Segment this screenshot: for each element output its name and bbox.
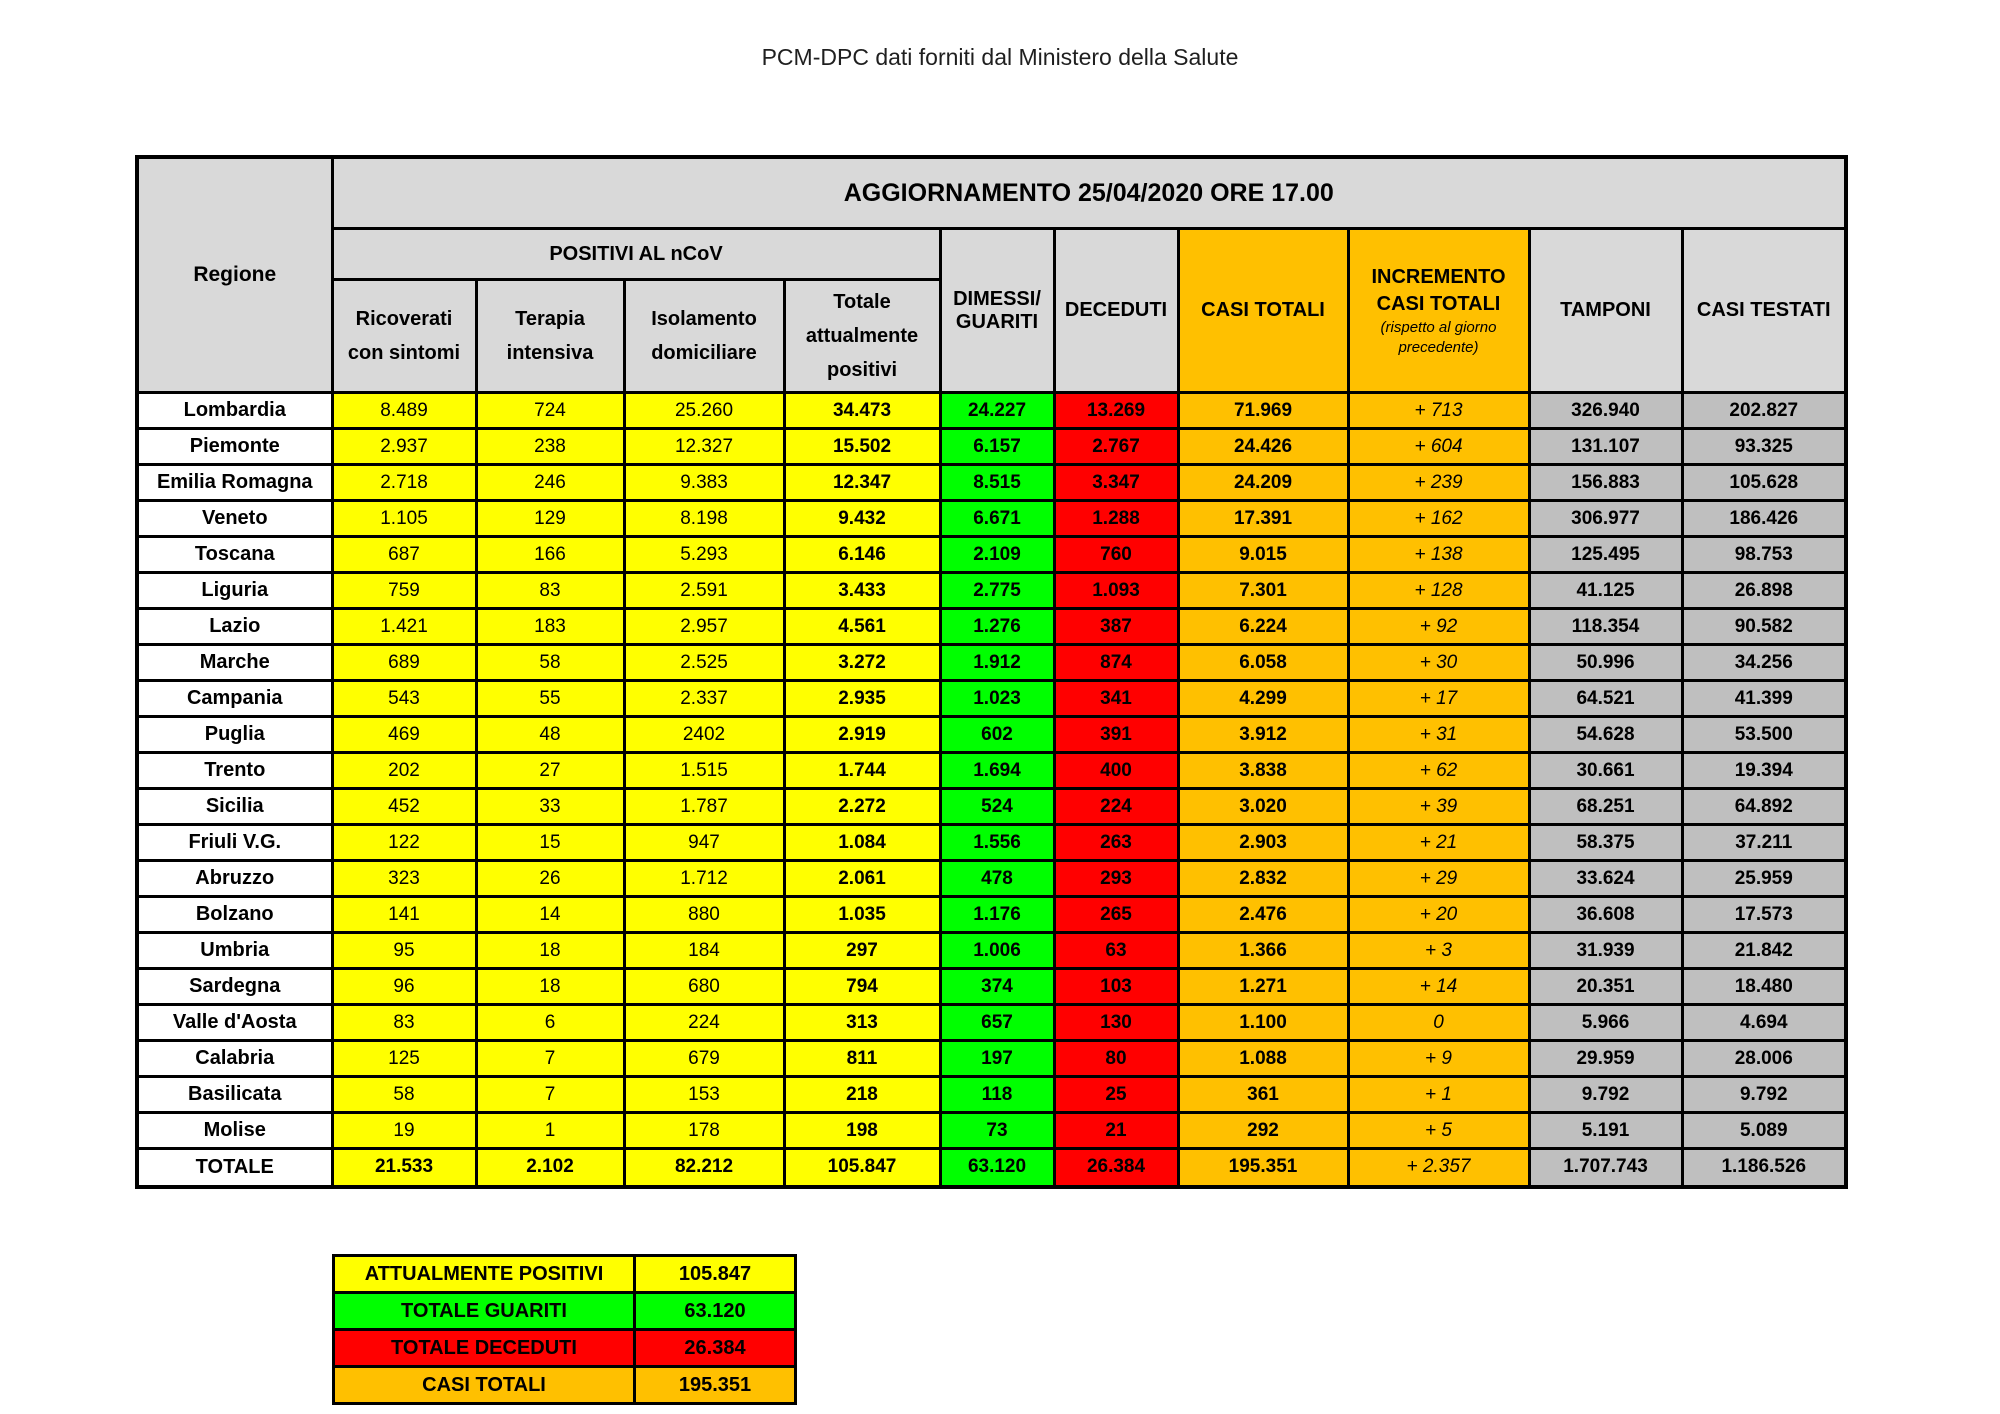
cell-casi-testati: 9.792 [1682,1077,1846,1113]
column-header-totale-positivi: Totale attualmente positivi [784,280,940,393]
cell-guariti: 524 [940,789,1054,825]
cell-deceduti: 391 [1054,717,1178,753]
cell-region: Calabria [137,1041,332,1077]
table-row [137,573,1846,609]
table-row [137,897,1846,933]
table-row [137,789,1846,825]
cell-terapia: 724 [476,393,624,429]
summary-value: 105.847 [635,1256,796,1293]
table-row [137,1077,1846,1113]
cell-incremento: + 20 [1348,897,1529,933]
cell-totale-positivi: 1.744 [784,753,940,789]
cell-incremento: + 14 [1348,969,1529,1005]
summary-label: ATTUALMENTE POSITIVI [334,1256,635,1293]
cell-terapia: 6 [476,1005,624,1041]
cell-totale-positivi: 6.146 [784,537,940,573]
cell-terapia: 1 [476,1113,624,1149]
cell-isolamento: 25.260 [624,393,784,429]
cell-region: Piemonte [137,429,332,465]
cell-casi-testati: 202.827 [1682,393,1846,429]
cell-totale-positivi: 794 [784,969,940,1005]
cell-terapia: 14 [476,897,624,933]
cell-casi-testati: 41.399 [1682,681,1846,717]
cell-deceduti: 21 [1054,1113,1178,1149]
summary-label: TOTALE GUARITI [334,1293,635,1330]
cell-ricoverati: 452 [332,789,476,825]
cell-casi-testati: 26.898 [1682,573,1846,609]
cell-casi-testati: 4.694 [1682,1005,1846,1041]
cell-tamponi: 118.354 [1529,609,1682,645]
cell-ricoverati: 469 [332,717,476,753]
table-row [137,969,1846,1005]
header-row-update [137,157,1846,229]
cell-ricoverati: 125 [332,1041,476,1077]
cell-terapia: 83 [476,573,624,609]
cell-terapia: 246 [476,465,624,501]
cell-casi-totali: 361 [1178,1077,1348,1113]
cell-isolamento: 5.293 [624,537,784,573]
cell-region: Sicilia [137,789,332,825]
cell-ricoverati: 122 [332,825,476,861]
table-body [137,393,1846,1187]
table-header [137,157,1846,393]
cell-totale-positivi: 811 [784,1041,940,1077]
cell-deceduti: 400 [1054,753,1178,789]
cell-ricoverati: 21.533 [332,1149,476,1187]
cell-casi-testati: 105.628 [1682,465,1846,501]
cell-totale-positivi: 9.432 [784,501,940,537]
cell-guariti: 24.227 [940,393,1054,429]
summary-value: 26.384 [635,1330,796,1367]
table-row [137,1041,1846,1077]
table-row [137,501,1846,537]
table-row [137,933,1846,969]
cell-incremento: + 604 [1348,429,1529,465]
column-header-regione: Regione [137,157,332,393]
table-row [137,1113,1846,1149]
column-header-casi-totali: CASI TOTALI [1178,229,1348,393]
cell-casi-testati: 17.573 [1682,897,1846,933]
cell-isolamento: 224 [624,1005,784,1041]
cell-incremento: + 29 [1348,861,1529,897]
cell-terapia: 7 [476,1077,624,1113]
cell-tamponi: 54.628 [1529,717,1682,753]
cell-guariti: 1.006 [940,933,1054,969]
cell-guariti: 478 [940,861,1054,897]
cell-guariti: 6.157 [940,429,1054,465]
cell-isolamento: 2.525 [624,645,784,681]
cell-totale-positivi: 2.061 [784,861,940,897]
table-title-update: AGGIORNAMENTO 25/04/2020 ORE 17.00 [332,157,1846,229]
summary-row-totale-deceduti [334,1330,796,1367]
cell-incremento: + 5 [1348,1113,1529,1149]
cell-incremento: + 17 [1348,681,1529,717]
cell-tamponi: 29.959 [1529,1041,1682,1077]
column-header-incremento [1348,229,1529,393]
cell-ricoverati: 543 [332,681,476,717]
cell-isolamento: 947 [624,825,784,861]
cell-terapia: 33 [476,789,624,825]
cell-ricoverati: 687 [332,537,476,573]
cell-terapia: 27 [476,753,624,789]
cell-deceduti: 293 [1054,861,1178,897]
cell-isolamento: 2402 [624,717,784,753]
cell-totale-positivi: 313 [784,1005,940,1041]
table-row [137,717,1846,753]
cell-casi-testati: 25.959 [1682,861,1846,897]
cell-incremento: + 128 [1348,573,1529,609]
cell-incremento: + 239 [1348,465,1529,501]
covid-regional-table [135,155,1848,1189]
cell-isolamento: 153 [624,1077,784,1113]
cell-region: Toscana [137,537,332,573]
cell-tamponi: 68.251 [1529,789,1682,825]
summary-row-attualmente-positivi [334,1256,796,1293]
cell-tamponi: 58.375 [1529,825,1682,861]
cell-casi-totali: 2.476 [1178,897,1348,933]
summary-row-totale-guariti [334,1293,796,1330]
cell-terapia: 183 [476,609,624,645]
cell-region: Veneto [137,501,332,537]
cell-terapia: 129 [476,501,624,537]
cell-deceduti: 1.288 [1054,501,1178,537]
cell-totale-positivi: 3.433 [784,573,940,609]
cell-isolamento: 2.957 [624,609,784,645]
cell-terapia: 18 [476,969,624,1005]
cell-deceduti: 874 [1054,645,1178,681]
table-row [137,753,1846,789]
cell-incremento: + 3 [1348,933,1529,969]
table-row [137,861,1846,897]
cell-totale-positivi: 15.502 [784,429,940,465]
table-row [137,429,1846,465]
cell-deceduti: 387 [1054,609,1178,645]
cell-region: Sardegna [137,969,332,1005]
cell-terapia: 58 [476,645,624,681]
cell-casi-testati: 21.842 [1682,933,1846,969]
cell-incremento: + 713 [1348,393,1529,429]
cell-terapia: 26 [476,861,624,897]
cell-region: Bolzano [137,897,332,933]
cell-casi-totali: 2.903 [1178,825,1348,861]
cell-isolamento: 9.383 [624,465,784,501]
cell-ricoverati: 2.718 [332,465,476,501]
cell-incremento: + 9 [1348,1041,1529,1077]
cell-guariti: 2.109 [940,537,1054,573]
cell-guariti: 118 [940,1077,1054,1113]
cell-region: Trento [137,753,332,789]
header-row-groups [137,229,1846,280]
cell-casi-totali: 1.100 [1178,1005,1348,1041]
cell-guariti: 197 [940,1041,1054,1077]
cell-totale-positivi: 2.272 [784,789,940,825]
table-row [137,645,1846,681]
cell-isolamento: 178 [624,1113,784,1149]
cell-tamponi: 36.608 [1529,897,1682,933]
cell-casi-totali: 3.020 [1178,789,1348,825]
cell-casi-totali: 71.969 [1178,393,1348,429]
cell-casi-totali: 7.301 [1178,573,1348,609]
cell-casi-totali: 195.351 [1178,1149,1348,1187]
cell-casi-totali: 1.271 [1178,969,1348,1005]
cell-totale-positivi: 4.561 [784,609,940,645]
cell-totale-positivi: 1.035 [784,897,940,933]
cell-casi-totali: 6.224 [1178,609,1348,645]
cell-ricoverati: 83 [332,1005,476,1041]
cell-ricoverati: 759 [332,573,476,609]
cell-region: Liguria [137,573,332,609]
cell-guariti: 2.775 [940,573,1054,609]
cell-ricoverati: 202 [332,753,476,789]
summary-label: CASI TOTALI [334,1367,635,1404]
cell-region: Campania [137,681,332,717]
cell-region: Valle d'Aosta [137,1005,332,1041]
cell-isolamento: 1.515 [624,753,784,789]
cell-isolamento: 1.712 [624,861,784,897]
cell-deceduti: 130 [1054,1005,1178,1041]
cell-casi-totali: 24.426 [1178,429,1348,465]
cell-casi-testati: 28.006 [1682,1041,1846,1077]
cell-totale-positivi: 34.473 [784,393,940,429]
cell-region: Abruzzo [137,861,332,897]
cell-tamponi: 9.792 [1529,1077,1682,1113]
cell-casi-totali: 9.015 [1178,537,1348,573]
incremento-note: (rispetto al giorno precedente) [1380,319,1497,356]
cell-guariti: 657 [940,1005,1054,1041]
cell-casi-testati: 186.426 [1682,501,1846,537]
cell-incremento: + 21 [1348,825,1529,861]
cell-tamponi: 156.883 [1529,465,1682,501]
cell-terapia: 7 [476,1041,624,1077]
cell-terapia: 48 [476,717,624,753]
cell-ricoverati: 58 [332,1077,476,1113]
cell-casi-totali: 6.058 [1178,645,1348,681]
cell-ricoverati: 141 [332,897,476,933]
cell-tamponi: 5.966 [1529,1005,1682,1041]
cell-ricoverati: 1.421 [332,609,476,645]
cell-incremento: + 39 [1348,789,1529,825]
cell-isolamento: 2.591 [624,573,784,609]
cell-tamponi: 1.707.743 [1529,1149,1682,1187]
cell-region: Puglia [137,717,332,753]
cell-deceduti: 760 [1054,537,1178,573]
table-row [137,609,1846,645]
cell-guariti: 1.023 [940,681,1054,717]
cell-deceduti: 3.347 [1054,465,1178,501]
column-header-casi-testati: CASI TESTATI [1682,229,1846,393]
cell-tamponi: 326.940 [1529,393,1682,429]
cell-casi-totali: 1.366 [1178,933,1348,969]
cell-tamponi: 125.495 [1529,537,1682,573]
cell-region: Umbria [137,933,332,969]
table-row [137,537,1846,573]
cell-casi-totali: 292 [1178,1113,1348,1149]
cell-tamponi: 5.191 [1529,1113,1682,1149]
cell-casi-totali: 4.299 [1178,681,1348,717]
cell-guariti: 1.694 [940,753,1054,789]
cell-tamponi: 33.624 [1529,861,1682,897]
cell-totale-positivi: 3.272 [784,645,940,681]
table-row [137,393,1846,429]
cell-casi-totali: 17.391 [1178,501,1348,537]
column-header-dimessi-guariti: DIMESSI/ GUARITI [940,229,1054,393]
cell-deceduti: 63 [1054,933,1178,969]
cell-tamponi: 31.939 [1529,933,1682,969]
cell-deceduti: 263 [1054,825,1178,861]
cell-casi-testati: 64.892 [1682,789,1846,825]
summary-label: TOTALE DECEDUTI [334,1330,635,1367]
cell-casi-testati: 93.325 [1682,429,1846,465]
cell-guariti: 63.120 [940,1149,1054,1187]
cell-tamponi: 306.977 [1529,501,1682,537]
cell-guariti: 1.556 [940,825,1054,861]
cell-casi-totali: 24.209 [1178,465,1348,501]
cell-ricoverati: 689 [332,645,476,681]
cell-isolamento: 82.212 [624,1149,784,1187]
cell-deceduti: 26.384 [1054,1149,1178,1187]
cell-totale-positivi: 1.084 [784,825,940,861]
column-header-tamponi: TAMPONI [1529,229,1682,393]
cell-casi-testati: 1.186.526 [1682,1149,1846,1187]
cell-terapia: 166 [476,537,624,573]
cell-tamponi: 64.521 [1529,681,1682,717]
cell-deceduti: 341 [1054,681,1178,717]
cell-deceduti: 13.269 [1054,393,1178,429]
cell-region: Lazio [137,609,332,645]
cell-guariti: 8.515 [940,465,1054,501]
cell-totale-positivi: 198 [784,1113,940,1149]
table-row [137,825,1846,861]
cell-region: Friuli V.G. [137,825,332,861]
cell-ricoverati: 19 [332,1113,476,1149]
cell-tamponi: 41.125 [1529,573,1682,609]
cell-guariti: 6.671 [940,501,1054,537]
cell-casi-testati: 19.394 [1682,753,1846,789]
cell-casi-totali: 3.838 [1178,753,1348,789]
cell-isolamento: 680 [624,969,784,1005]
cell-incremento: + 1 [1348,1077,1529,1113]
column-header-isolamento: Isolamento domiciliare [624,280,784,393]
cell-tamponi: 30.661 [1529,753,1682,789]
cell-casi-totali: 3.912 [1178,717,1348,753]
cell-totale-positivi: 218 [784,1077,940,1113]
column-header-terapia-intensiva: Terapia intensiva [476,280,624,393]
cell-deceduti: 224 [1054,789,1178,825]
cell-deceduti: 2.767 [1054,429,1178,465]
table-row [137,465,1846,501]
cell-incremento: 0 [1348,1005,1529,1041]
cell-totale-positivi: 297 [784,933,940,969]
cell-casi-testati: 98.753 [1682,537,1846,573]
cell-tamponi: 50.996 [1529,645,1682,681]
table-row [137,681,1846,717]
cell-isolamento: 2.337 [624,681,784,717]
cell-casi-testati: 18.480 [1682,969,1846,1005]
cell-guariti: 1.276 [940,609,1054,645]
cell-deceduti: 103 [1054,969,1178,1005]
cell-guariti: 1.912 [940,645,1054,681]
cell-terapia: 15 [476,825,624,861]
incremento-label: INCREMENTO CASI TOTALI [1371,266,1506,315]
cell-ricoverati: 95 [332,933,476,969]
cell-incremento: + 92 [1348,609,1529,645]
cell-isolamento: 12.327 [624,429,784,465]
cell-totale-positivi: 2.935 [784,681,940,717]
cell-casi-testati: 34.256 [1682,645,1846,681]
cell-guariti: 1.176 [940,897,1054,933]
table-total-row [137,1149,1846,1187]
cell-incremento: + 30 [1348,645,1529,681]
column-header-ricoverati: Ricoverati con sintomi [332,280,476,393]
summary-table [332,1254,797,1405]
cell-totale-positivi: 105.847 [784,1149,940,1187]
summary-value: 195.351 [635,1367,796,1404]
cell-region: Marche [137,645,332,681]
column-header-deceduti: DECEDUTI [1054,229,1178,393]
column-group-positivi: POSITIVI AL nCoV [332,229,940,280]
cell-incremento: + 62 [1348,753,1529,789]
cell-terapia: 18 [476,933,624,969]
summary-value: 63.120 [635,1293,796,1330]
cell-guariti: 73 [940,1113,1054,1149]
cell-casi-testati: 5.089 [1682,1113,1846,1149]
table-row [137,1005,1846,1041]
cell-incremento: + 31 [1348,717,1529,753]
cell-incremento: + 162 [1348,501,1529,537]
cell-region: Emilia Romagna [137,465,332,501]
cell-casi-totali: 2.832 [1178,861,1348,897]
cell-casi-testati: 90.582 [1682,609,1846,645]
cell-totale-positivi: 12.347 [784,465,940,501]
cell-casi-testati: 37.211 [1682,825,1846,861]
cell-deceduti: 265 [1054,897,1178,933]
cell-isolamento: 880 [624,897,784,933]
cell-region: TOTALE [137,1149,332,1187]
cell-ricoverati: 96 [332,969,476,1005]
cell-casi-totali: 1.088 [1178,1041,1348,1077]
cell-ricoverati: 2.937 [332,429,476,465]
cell-guariti: 602 [940,717,1054,753]
cell-deceduti: 25 [1054,1077,1178,1113]
cell-tamponi: 20.351 [1529,969,1682,1005]
cell-isolamento: 1.787 [624,789,784,825]
cell-region: Molise [137,1113,332,1149]
cell-casi-testati: 53.500 [1682,717,1846,753]
cell-terapia: 2.102 [476,1149,624,1187]
cell-deceduti: 80 [1054,1041,1178,1077]
cell-region: Basilicata [137,1077,332,1113]
cell-tamponi: 131.107 [1529,429,1682,465]
cell-isolamento: 679 [624,1041,784,1077]
cell-totale-positivi: 2.919 [784,717,940,753]
cell-isolamento: 8.198 [624,501,784,537]
cell-terapia: 55 [476,681,624,717]
cell-ricoverati: 323 [332,861,476,897]
cell-guariti: 374 [940,969,1054,1005]
cell-ricoverati: 1.105 [332,501,476,537]
cell-incremento: + 2.357 [1348,1149,1529,1187]
summary-row-casi-totali [334,1367,796,1404]
page-title: PCM-DPC dati forniti dal Ministero della Salute [761,44,1239,70]
cell-incremento: + 138 [1348,537,1529,573]
cell-isolamento: 184 [624,933,784,969]
cell-region: Lombardia [137,393,332,429]
cell-ricoverati: 8.489 [332,393,476,429]
cell-deceduti: 1.093 [1054,573,1178,609]
cell-terapia: 238 [476,429,624,465]
